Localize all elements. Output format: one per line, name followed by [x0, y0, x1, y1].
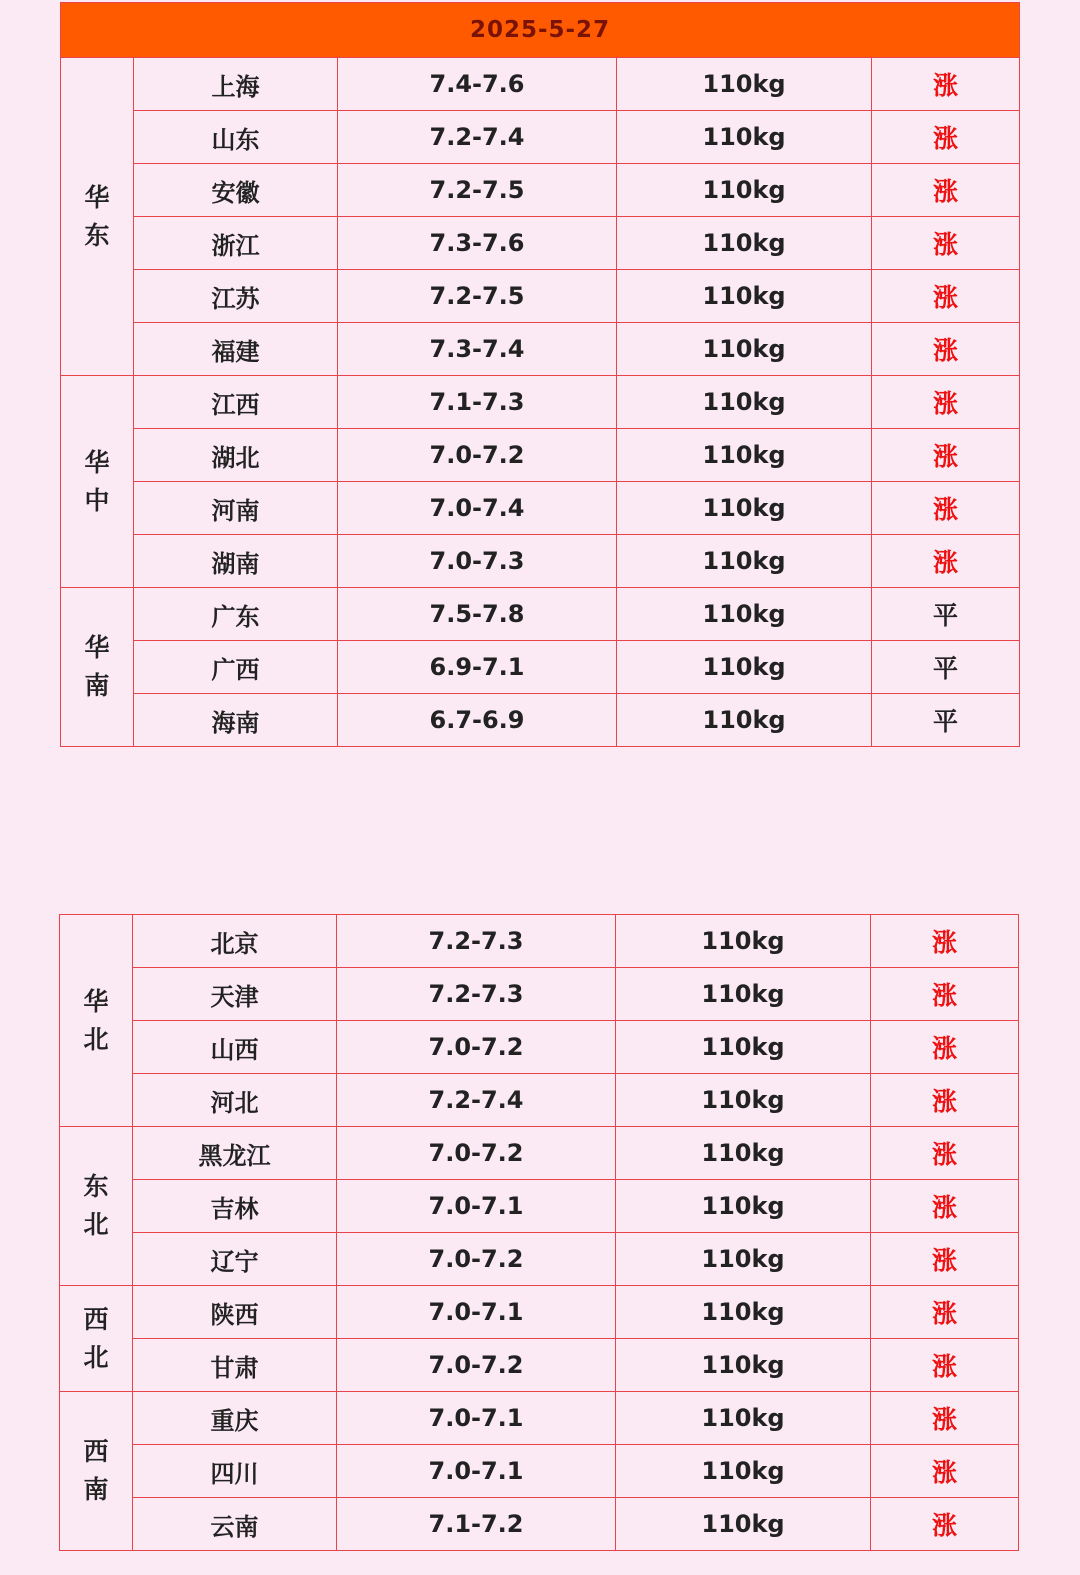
table-row	[61, 58, 1020, 111]
table-header-row	[61, 3, 1020, 58]
price-cell: 7.4-7.6	[338, 58, 617, 111]
table-row	[61, 217, 1020, 270]
trend-cell: 涨	[872, 535, 1020, 588]
date-header: 2025-5-27	[61, 3, 1020, 58]
province-cell: 甘肃	[133, 1339, 337, 1392]
table-row	[60, 1392, 1019, 1445]
trend-cell: 平	[872, 641, 1020, 694]
weight-cell: 110kg	[617, 588, 872, 641]
region-char: 东	[83, 1172, 109, 1201]
price-cell: 7.2-7.3	[337, 915, 616, 968]
province-cell: 江苏	[134, 270, 338, 323]
trend-cell: 涨	[872, 482, 1020, 535]
table-row	[60, 915, 1019, 968]
weight-cell: 110kg	[617, 164, 872, 217]
region-char: 东	[84, 220, 110, 250]
table-row	[61, 164, 1020, 217]
weight-cell: 110kg	[617, 58, 872, 111]
table-row	[61, 111, 1020, 164]
trend-cell: 涨	[872, 217, 1020, 270]
weight-cell: 110kg	[617, 270, 872, 323]
region-char: 华	[84, 633, 110, 662]
province-cell: 河北	[133, 1074, 337, 1127]
price-cell: 7.5-7.8	[338, 588, 617, 641]
price-cell: 7.3-7.6	[338, 217, 617, 270]
price-cell: 7.0-7.2	[337, 1021, 616, 1074]
trend-cell: 涨	[871, 1392, 1019, 1445]
province-cell: 山东	[134, 111, 338, 164]
province-cell: 黑龙江	[133, 1127, 337, 1180]
region-char: 华	[84, 182, 110, 212]
trend-cell: 涨	[871, 1021, 1019, 1074]
weight-cell: 110kg	[616, 1127, 871, 1180]
province-cell: 海南	[134, 694, 338, 747]
price-cell: 7.1-7.2	[337, 1498, 616, 1551]
trend-cell: 涨	[872, 323, 1020, 376]
trend-cell: 涨	[871, 1180, 1019, 1233]
price-cell: 7.0-7.1	[337, 1180, 616, 1233]
table-row	[61, 270, 1020, 323]
trend-cell: 涨	[872, 376, 1020, 429]
province-cell: 云南	[133, 1498, 337, 1551]
weight-cell: 110kg	[617, 535, 872, 588]
region-cell	[61, 376, 134, 588]
price-cell: 7.0-7.4	[338, 482, 617, 535]
weight-cell: 110kg	[616, 1498, 871, 1551]
price-cell: 7.0-7.2	[337, 1127, 616, 1180]
table-row	[61, 588, 1020, 641]
region-cell	[60, 1286, 133, 1392]
weight-cell: 110kg	[617, 111, 872, 164]
trend-cell: 涨	[871, 915, 1019, 968]
province-cell: 福建	[134, 323, 338, 376]
table-row	[61, 429, 1020, 482]
weight-cell: 110kg	[616, 1233, 871, 1286]
price-cell: 7.2-7.5	[338, 164, 617, 217]
table-row	[61, 535, 1020, 588]
price-cell: 7.2-7.4	[338, 111, 617, 164]
table-row	[60, 1233, 1019, 1286]
price-cell: 7.0-7.1	[337, 1286, 616, 1339]
trend-cell: 平	[872, 694, 1020, 747]
price-table-top	[60, 2, 1020, 747]
weight-cell: 110kg	[616, 1074, 871, 1127]
trend-cell: 涨	[872, 58, 1020, 111]
region-cell	[60, 915, 133, 1127]
weight-cell: 110kg	[616, 968, 871, 1021]
province-cell: 河南	[134, 482, 338, 535]
price-table-bottom	[59, 914, 1019, 1551]
table-row	[60, 1498, 1019, 1551]
trend-cell: 涨	[872, 164, 1020, 217]
price-cell: 7.0-7.3	[338, 535, 617, 588]
weight-cell: 110kg	[617, 217, 872, 270]
table-row	[60, 1445, 1019, 1498]
province-cell: 吉林	[133, 1180, 337, 1233]
province-cell: 山西	[133, 1021, 337, 1074]
trend-cell: 涨	[871, 1445, 1019, 1498]
table-row	[60, 1286, 1019, 1339]
weight-cell: 110kg	[616, 1180, 871, 1233]
table-row	[61, 323, 1020, 376]
price-cell: 7.0-7.1	[337, 1392, 616, 1445]
province-cell: 湖南	[134, 535, 338, 588]
price-cell: 7.2-7.3	[337, 968, 616, 1021]
province-cell: 广西	[134, 641, 338, 694]
table-row	[61, 694, 1020, 747]
trend-cell: 平	[872, 588, 1020, 641]
province-cell: 天津	[133, 968, 337, 1021]
trend-cell: 涨	[871, 1127, 1019, 1180]
table-row	[60, 1074, 1019, 1127]
region-char: 南	[84, 671, 110, 700]
price-cell: 7.0-7.2	[338, 429, 617, 482]
region-char: 北	[83, 1342, 109, 1372]
trend-cell: 涨	[871, 968, 1019, 1021]
region-cell	[61, 58, 134, 376]
weight-cell: 110kg	[617, 641, 872, 694]
weight-cell: 110kg	[616, 1286, 871, 1339]
region-char: 北	[83, 1024, 109, 1054]
price-cell: 7.3-7.4	[338, 323, 617, 376]
region-cell	[60, 1127, 133, 1286]
region-char: 华	[84, 447, 110, 477]
province-cell: 江西	[134, 376, 338, 429]
region-char: 南	[83, 1475, 109, 1504]
region-cell	[61, 588, 134, 747]
price-cell: 7.0-7.2	[337, 1339, 616, 1392]
table-row	[60, 1339, 1019, 1392]
trend-cell: 涨	[871, 1233, 1019, 1286]
province-cell: 浙江	[134, 217, 338, 270]
price-cell: 7.0-7.2	[337, 1233, 616, 1286]
table-row	[61, 482, 1020, 535]
region-char: 西	[83, 1304, 109, 1334]
weight-cell: 110kg	[617, 429, 872, 482]
price-cell: 6.7-6.9	[338, 694, 617, 747]
trend-cell: 涨	[871, 1074, 1019, 1127]
province-cell: 上海	[134, 58, 338, 111]
weight-cell: 110kg	[617, 323, 872, 376]
region-char: 中	[84, 485, 110, 515]
province-cell: 广东	[134, 588, 338, 641]
region-char: 西	[83, 1437, 109, 1466]
price-cell: 7.2-7.5	[338, 270, 617, 323]
province-cell: 陕西	[133, 1286, 337, 1339]
province-cell: 重庆	[133, 1392, 337, 1445]
weight-cell: 110kg	[616, 1339, 871, 1392]
price-cell: 7.2-7.4	[337, 1074, 616, 1127]
weight-cell: 110kg	[616, 915, 871, 968]
table-row	[61, 641, 1020, 694]
weight-cell: 110kg	[617, 694, 872, 747]
province-cell: 安徽	[134, 164, 338, 217]
region-char: 华	[83, 986, 109, 1016]
region-cell	[60, 1392, 133, 1551]
weight-cell: 110kg	[616, 1445, 871, 1498]
province-cell: 辽宁	[133, 1233, 337, 1286]
province-cell: 四川	[133, 1445, 337, 1498]
weight-cell: 110kg	[616, 1021, 871, 1074]
weight-cell: 110kg	[617, 482, 872, 535]
trend-cell: 涨	[871, 1498, 1019, 1551]
table-row	[60, 968, 1019, 1021]
province-cell: 北京	[133, 915, 337, 968]
table-row	[61, 376, 1020, 429]
table-row	[60, 1180, 1019, 1233]
province-cell: 湖北	[134, 429, 338, 482]
weight-cell: 110kg	[617, 376, 872, 429]
table-row	[60, 1021, 1019, 1074]
trend-cell: 涨	[871, 1286, 1019, 1339]
price-cell: 6.9-7.1	[338, 641, 617, 694]
trend-cell: 涨	[872, 111, 1020, 164]
weight-cell: 110kg	[616, 1392, 871, 1445]
region-char: 北	[83, 1210, 109, 1239]
price-cell: 7.0-7.1	[337, 1445, 616, 1498]
table-row	[60, 1127, 1019, 1180]
trend-cell: 涨	[872, 270, 1020, 323]
price-cell: 7.1-7.3	[338, 376, 617, 429]
trend-cell: 涨	[871, 1339, 1019, 1392]
trend-cell: 涨	[872, 429, 1020, 482]
